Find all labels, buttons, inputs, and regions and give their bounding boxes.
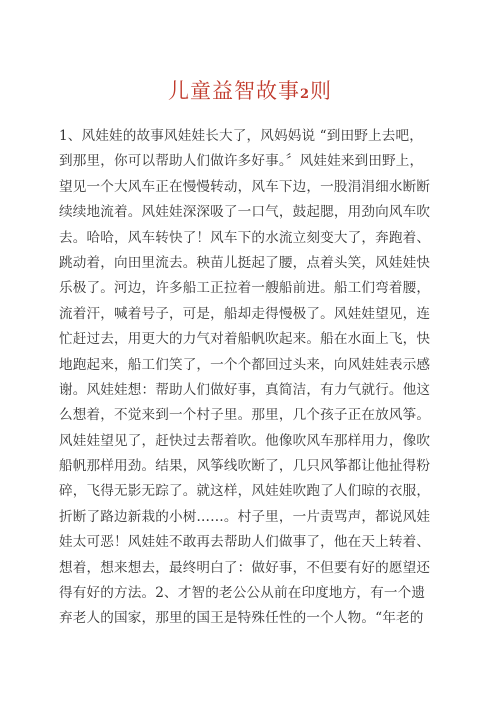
text-line: 地跑起来，船工们笑了，一个个都回过头来，向风娃娃表示感 (59, 356, 431, 373)
text-line: 1、风娃娃的故事风娃娃长大了，风妈妈说 “到田野上去吧， (59, 128, 423, 144)
text-line: 忙赶过去，用更大的力气对着船帆吹起来。船在水面上飞，快 (59, 331, 431, 348)
text-line: 弃老人的国家，那里的国王是特殊任性的一个人物。“年老的 (59, 610, 424, 627)
story-body (59, 124, 445, 632)
text-line: 风娃娃望见了，赶快过去帮着吹。他像吹风车那样用力，像吹 (59, 432, 431, 449)
title-number: 2 (299, 87, 311, 102)
text-line: 想着，想来想去，最终明白了：做好事，不但要有好的愿望还 (59, 559, 431, 576)
text-line: 么想着，不觉来到一个村子里。那里，几个孩子正在放风筝。 (59, 407, 431, 424)
text-line: 娃太可恶！风娃娃不敢再去帮助人们做事了，他在天上转着、 (59, 534, 431, 551)
text-line: 碎，飞得无影无踪了。就这样，风娃娃吹跑了人们晾的衣服， (59, 483, 431, 500)
text-line: 望见一个大风车正在慢慢转动，风车下边，一股涓涓细水断断 (59, 178, 431, 195)
text-line: 续续地流着。风娃娃深深吸了一口气，鼓起腮，用劲向风车吹 (59, 204, 431, 221)
text-line: 得有好的方法。2、才智的老公公从前在印度地方，有一个遗 (59, 585, 426, 602)
document-title (0, 77, 500, 109)
text-line: 谢。风娃娃想：帮助人们做好事，真简洁，有力气就行。他这 (59, 381, 431, 398)
text-line: 流着汗，喊着号子，可是，船却走得慢极了。风娃娃望见，连 (59, 305, 431, 322)
text-line: 到那里，你可以帮助人们做许多好事。〞风娃娃来到田野上， (59, 153, 424, 170)
text-line: 船帆那样用劲。结果，风筝线吹断了，几只风筝都让他扯得粉 (59, 458, 431, 475)
title-main-text: 儿童益智故事 (167, 79, 300, 103)
text-line: 乐极了。河边，许多船工正拉着一艘船前进。船工们弯着腰， (59, 280, 431, 297)
text-line: 跳动着，向田里流去。秧苗儿挺起了腰，点着头笑，风娃娃快 (59, 254, 431, 271)
text-line: 去。哈哈，风车转快了！风车下的水流立刻变大了，奔跑着、 (59, 229, 431, 246)
text-line: 折断了路边新栽的小树……。村子里，一片责骂声，都说风娃 (59, 508, 431, 525)
title-end-text: 则 (310, 79, 333, 103)
